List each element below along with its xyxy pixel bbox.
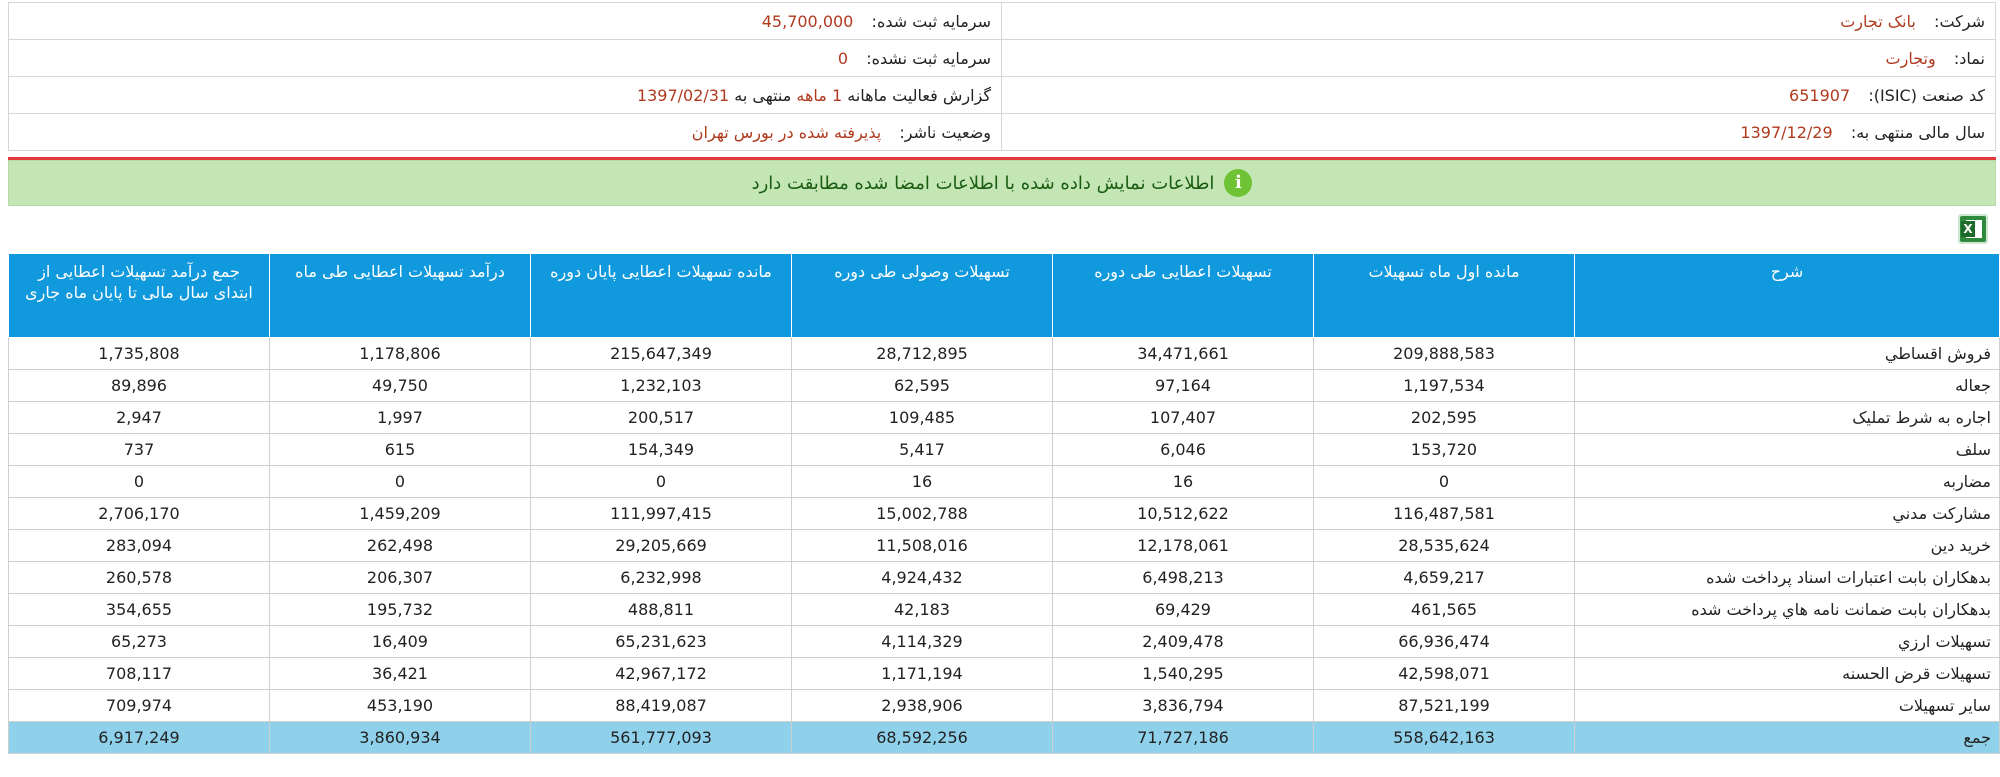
row-description: مضاربه — [1575, 466, 2000, 498]
report-months: 1 ماهه — [796, 85, 843, 105]
row-opening-balance: 0 — [1314, 466, 1575, 498]
row-closing-balance: 488,811 — [531, 594, 792, 626]
header-granted: تسهیلات اعطایی طی دوره — [1053, 254, 1314, 338]
row-closing-balance: 42,967,172 — [531, 658, 792, 690]
table-row — [9, 402, 2000, 434]
row-opening-balance: 4,659,217 — [1314, 562, 1575, 594]
row-monthly-income: 16,409 — [270, 626, 531, 658]
facilities-table — [8, 253, 2000, 754]
table-row — [9, 466, 2000, 498]
row-ytd-income: 708,117 — [9, 658, 270, 690]
row-granted: 12,178,061 — [1053, 530, 1314, 562]
row-ytd-income: 737 — [9, 434, 270, 466]
table-row — [9, 626, 2000, 658]
row-opening-balance: 28,535,624 — [1314, 530, 1575, 562]
unregistered-capital-value: 0 — [837, 48, 849, 68]
report-period-cell — [9, 77, 1002, 114]
row-closing-balance: 88,419,087 — [531, 690, 792, 722]
unregistered-capital-cell — [9, 40, 1002, 77]
table-row — [9, 594, 2000, 626]
row-ytd-income: 260,578 — [9, 562, 270, 594]
excel-x-mark: X — [1961, 221, 1975, 237]
row-granted: 1,540,295 — [1053, 658, 1314, 690]
row-opening-balance: 66,936,474 — [1314, 626, 1575, 658]
row-opening-balance: 1,197,534 — [1314, 370, 1575, 402]
row-description: فروش اقساطي — [1575, 338, 2000, 370]
isic-label: کد صنعت (ISIC): — [1868, 85, 1985, 105]
row-opening-balance: 558,642,163 — [1314, 722, 1575, 754]
row-ytd-income: 354,655 — [9, 594, 270, 626]
row-ytd-income: 2,947 — [9, 402, 270, 434]
info-row — [9, 40, 1996, 77]
header-monthly-income: درآمد تسهیلات اعطایی طی ماه — [270, 254, 531, 338]
publisher-status-value: پذیرفته شده در بورس تهران — [691, 122, 882, 142]
row-ytd-income: 283,094 — [9, 530, 270, 562]
row-description: تسهيلات قرض الحسنه — [1575, 658, 2000, 690]
row-collected: 2,938,906 — [792, 690, 1053, 722]
header-ytd-income: جمع درآمد تسهیلات اعطایی از ابتدای سال مالی تا پایان ماه جاری — [9, 254, 270, 338]
symbol-cell — [1002, 40, 1996, 77]
row-monthly-income: 1,459,209 — [270, 498, 531, 530]
row-collected: 109,485 — [792, 402, 1053, 434]
row-collected: 68,592,256 — [792, 722, 1053, 754]
row-description: جعاله — [1575, 370, 2000, 402]
row-ytd-income: 1,735,808 — [9, 338, 270, 370]
header-opening-balance: مانده اول ماه تسهیلات — [1314, 254, 1575, 338]
symbol-label: نماد: — [1953, 48, 1985, 68]
row-ytd-income: 6,917,249 — [9, 722, 270, 754]
row-collected: 16 — [792, 466, 1053, 498]
row-closing-balance: 154,349 — [531, 434, 792, 466]
table-row — [9, 434, 2000, 466]
table-row — [9, 338, 2000, 370]
row-description: تسهيلات ارزي — [1575, 626, 2000, 658]
row-granted: 10,512,622 — [1053, 498, 1314, 530]
row-closing-balance: 29,205,669 — [531, 530, 792, 562]
table-row — [9, 370, 2000, 402]
report-prefix: گزارش فعالیت ماهانه — [847, 85, 991, 105]
row-granted: 16 — [1053, 466, 1314, 498]
info-icon: i — [1224, 169, 1252, 197]
row-description: خريد دين — [1575, 530, 2000, 562]
report-date: 1397/02/31 — [636, 85, 730, 105]
row-monthly-income: 615 — [270, 434, 531, 466]
row-monthly-income: 0 — [270, 466, 531, 498]
row-monthly-income: 453,190 — [270, 690, 531, 722]
row-closing-balance: 200,517 — [531, 402, 792, 434]
row-closing-balance: 65,231,623 — [531, 626, 792, 658]
table-row — [9, 658, 2000, 690]
isic-cell — [1002, 77, 1996, 114]
fiscal-year-cell — [1002, 114, 1996, 151]
row-ytd-income: 65,273 — [9, 626, 270, 658]
row-granted: 3,836,794 — [1053, 690, 1314, 722]
row-description: اجاره به شرط تمليک — [1575, 402, 2000, 434]
row-opening-balance: 202,595 — [1314, 402, 1575, 434]
verification-notice — [8, 160, 1996, 206]
info-row — [9, 114, 1996, 151]
fiscal-year-value: 1397/12/29 — [1740, 122, 1833, 142]
company-cell — [1002, 3, 1996, 40]
row-opening-balance: 87,521,199 — [1314, 690, 1575, 722]
publisher-status-label: وضعیت ناشر: — [899, 122, 991, 142]
table-body — [9, 338, 2000, 754]
report-mid: منتهی به — [734, 85, 792, 105]
isic-value: 651907 — [1789, 85, 1851, 105]
header-closing-balance: مانده تسهیلات اعطایی پایان دوره — [531, 254, 792, 338]
info-row — [9, 3, 1996, 40]
table-row — [9, 690, 2000, 722]
excel-export-icon[interactable] — [1958, 214, 1988, 244]
row-granted: 34,471,661 — [1053, 338, 1314, 370]
header-description: شرح — [1575, 254, 2000, 338]
row-granted: 6,046 — [1053, 434, 1314, 466]
row-collected: 62,595 — [792, 370, 1053, 402]
row-monthly-income: 1,997 — [270, 402, 531, 434]
row-collected: 28,712,895 — [792, 338, 1053, 370]
row-collected: 11,508,016 — [792, 530, 1053, 562]
table-header-row — [9, 254, 2000, 338]
registered-capital-label: سرمایه ثبت شده: — [871, 11, 991, 31]
row-collected: 4,924,432 — [792, 562, 1053, 594]
row-ytd-income: 89,896 — [9, 370, 270, 402]
row-description: ساير تسهيلات — [1575, 690, 2000, 722]
row-opening-balance: 42,598,071 — [1314, 658, 1575, 690]
row-description: جمع — [1575, 722, 2000, 754]
row-opening-balance: 209,888,583 — [1314, 338, 1575, 370]
row-granted: 71,727,186 — [1053, 722, 1314, 754]
company-label: شرکت: — [1934, 11, 1985, 31]
row-monthly-income: 1,178,806 — [270, 338, 531, 370]
row-monthly-income: 49,750 — [270, 370, 531, 402]
row-collected: 4,114,329 — [792, 626, 1053, 658]
header-collected: تسهیلات وصولی طی دوره — [792, 254, 1053, 338]
registered-capital-cell — [9, 3, 1002, 40]
row-description: مشارکت مدني — [1575, 498, 2000, 530]
row-ytd-income: 2,706,170 — [9, 498, 270, 530]
row-granted: 107,407 — [1053, 402, 1314, 434]
row-closing-balance: 6,232,998 — [531, 562, 792, 594]
row-ytd-income: 0 — [9, 466, 270, 498]
row-closing-balance: 561,777,093 — [531, 722, 792, 754]
row-ytd-income: 709,974 — [9, 690, 270, 722]
row-closing-balance: 215,647,349 — [531, 338, 792, 370]
fiscal-year-label: سال مالی منتهی به: — [1850, 122, 1985, 142]
row-description: بدهکاران بابت اعتبارات اسناد پرداخت شده — [1575, 562, 2000, 594]
info-row — [9, 77, 1996, 114]
row-closing-balance: 111,997,415 — [531, 498, 792, 530]
row-monthly-income: 3,860,934 — [270, 722, 531, 754]
unregistered-capital-label: سرمایه ثبت نشده: — [866, 48, 991, 68]
row-granted: 97,164 — [1053, 370, 1314, 402]
row-monthly-income: 36,421 — [270, 658, 531, 690]
row-granted: 69,429 — [1053, 594, 1314, 626]
row-closing-balance: 0 — [531, 466, 792, 498]
row-monthly-income: 262,498 — [270, 530, 531, 562]
table-row — [9, 530, 2000, 562]
row-collected: 1,171,194 — [792, 658, 1053, 690]
row-opening-balance: 461,565 — [1314, 594, 1575, 626]
company-info-table — [8, 2, 1996, 151]
notice-text: اطلاعات نمایش داده شده با اطلاعات امضا شده مطابقت دارد — [751, 172, 1215, 194]
row-collected: 15,002,788 — [792, 498, 1053, 530]
company-value: بانک تجارت — [1840, 11, 1916, 31]
table-total-row — [9, 722, 2000, 754]
publisher-status-cell — [9, 114, 1002, 151]
symbol-value: وتجارت — [1885, 48, 1936, 68]
table-row — [9, 498, 2000, 530]
row-closing-balance: 1,232,103 — [531, 370, 792, 402]
row-collected: 42,183 — [792, 594, 1053, 626]
row-granted: 2,409,478 — [1053, 626, 1314, 658]
table-row — [9, 562, 2000, 594]
row-granted: 6,498,213 — [1053, 562, 1314, 594]
row-opening-balance: 116,487,581 — [1314, 498, 1575, 530]
registered-capital-value: 45,700,000 — [761, 11, 854, 31]
row-description: سلف — [1575, 434, 2000, 466]
row-description: بدهکاران بابت ضمانت نامه هاي پرداخت شده — [1575, 594, 2000, 626]
row-opening-balance: 153,720 — [1314, 434, 1575, 466]
row-monthly-income: 206,307 — [270, 562, 531, 594]
row-collected: 5,417 — [792, 434, 1053, 466]
row-monthly-income: 195,732 — [270, 594, 531, 626]
